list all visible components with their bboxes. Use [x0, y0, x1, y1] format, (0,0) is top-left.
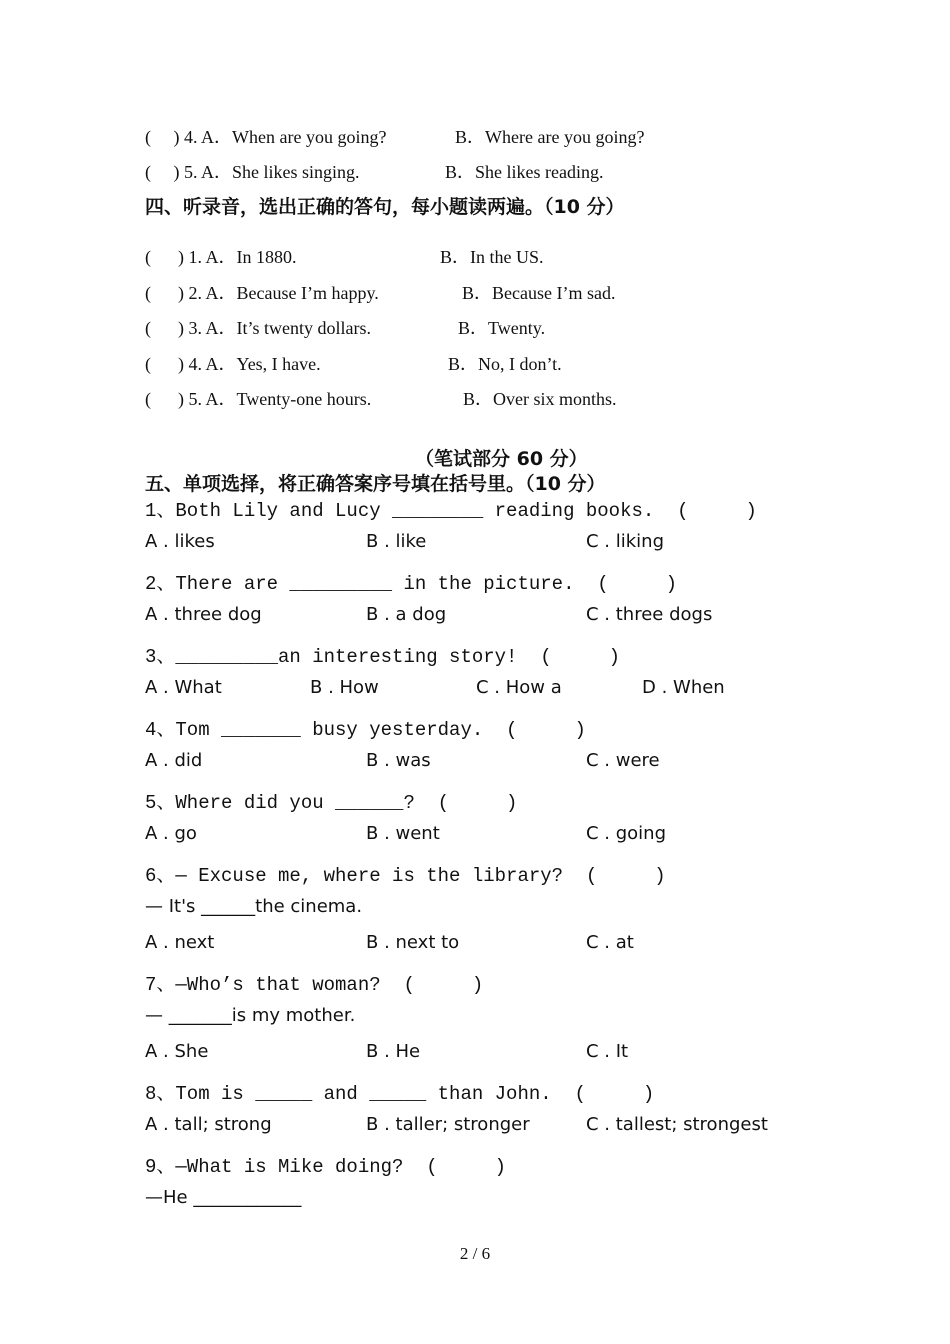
- section-5-title: 五、单项选择，将正确答案序号填在括号里。（10 分）: [145, 473, 606, 495]
- q6-option-b: B . next to: [366, 932, 460, 953]
- question-6: 6、— Excuse me, where is the library? ( ): [145, 865, 666, 887]
- question-4: 4、Tom _______ busy yesterday. ( ): [145, 719, 586, 741]
- s4-item-3-b: B．Twenty.: [458, 318, 546, 338]
- q8-option-c: C . tallest; strongest: [586, 1114, 768, 1135]
- listening-item-4-b: B．Where are you going?: [455, 127, 645, 147]
- question-2: 2、There are _________ in the picture. ( ): [145, 573, 678, 595]
- q2-option-b: B . a dog: [366, 604, 447, 625]
- question-3: 3、_________an interesting story! ( ): [145, 646, 621, 668]
- q5-option-a: A . go: [145, 823, 197, 844]
- q3-option-a: A . What: [145, 677, 222, 698]
- q9-answer-line: —He ____________: [145, 1187, 302, 1208]
- q4-option-b: B . was: [366, 750, 431, 771]
- listening-item-5-b: B．She likes reading.: [445, 162, 604, 182]
- q6-option-a: A . next: [145, 932, 215, 953]
- q1-option-c: C . liking: [586, 531, 664, 552]
- section-4-title: 四、听录音，选出正确的答句，每小题读两遍。（10 分）: [145, 196, 625, 218]
- q7-option-a: A . She: [145, 1041, 209, 1062]
- q3-option-d: D . When: [642, 677, 725, 698]
- listening-item-5: ( ) 5. A．She likes singing.: [145, 162, 360, 182]
- q4-option-a: A . did: [145, 750, 203, 771]
- s4-item-1: ( ) 1. A．In 1880.: [145, 247, 297, 267]
- q8-option-a: A . tall; strong: [145, 1114, 272, 1135]
- q8-option-b: B . taller; stronger: [366, 1114, 530, 1135]
- question-5: 5、Where did you ______? ( ): [145, 792, 518, 814]
- s4-item-2-b: B．Because I’m sad.: [462, 283, 616, 303]
- page-number: 2 / 6: [459, 1244, 491, 1263]
- q1-option-a: A . likes: [145, 531, 215, 552]
- q6-option-c: C . at: [586, 932, 634, 953]
- q4-option-c: C . were: [586, 750, 660, 771]
- s4-item-5: ( ) 5. A．Twenty-one hours.: [145, 389, 372, 409]
- q7-answer-line: — _______is my mother.: [145, 1005, 356, 1026]
- q2-option-c: C . three dogs: [586, 604, 713, 625]
- s4-item-3: ( ) 3. A．It’s twenty dollars.: [145, 318, 371, 338]
- q6-answer-line: — It's ______the cinema.: [145, 896, 363, 917]
- s4-item-4-b: B．No, I don’t.: [448, 354, 562, 374]
- question-8: 8、Tom is _____ and _____ than John. ( ): [145, 1083, 655, 1105]
- s4-item-5-b: B．Over six months.: [463, 389, 617, 409]
- s4-item-4: ( ) 4. A．Yes, I have.: [145, 354, 321, 374]
- q1-option-b: B . like: [366, 531, 427, 552]
- listening-item-4: ( ) 4. A．When are you going?: [145, 127, 387, 147]
- q5-option-c: C . going: [586, 823, 667, 844]
- q7-option-b: B . He: [366, 1041, 421, 1062]
- written-part-title: （笔试部分 60 分）: [415, 448, 588, 470]
- q2-option-a: A . three dog: [145, 604, 262, 625]
- question-1: 1、Both Lily and Lucy ________ reading books. ( ): [145, 500, 757, 522]
- q5-option-b: B . went: [366, 823, 440, 844]
- question-7: 7、—Who’s that woman? ( ): [145, 974, 484, 996]
- s4-item-2: ( ) 2. A．Because I’m happy.: [145, 283, 379, 303]
- q3-option-c: C . How a: [476, 677, 562, 698]
- q3-option-b: B . How: [310, 677, 379, 698]
- q7-option-c: C . It: [586, 1041, 629, 1062]
- question-9: 9、—What is Mike doing? ( ): [145, 1156, 507, 1178]
- s4-item-1-b: B．In the US.: [440, 247, 544, 267]
